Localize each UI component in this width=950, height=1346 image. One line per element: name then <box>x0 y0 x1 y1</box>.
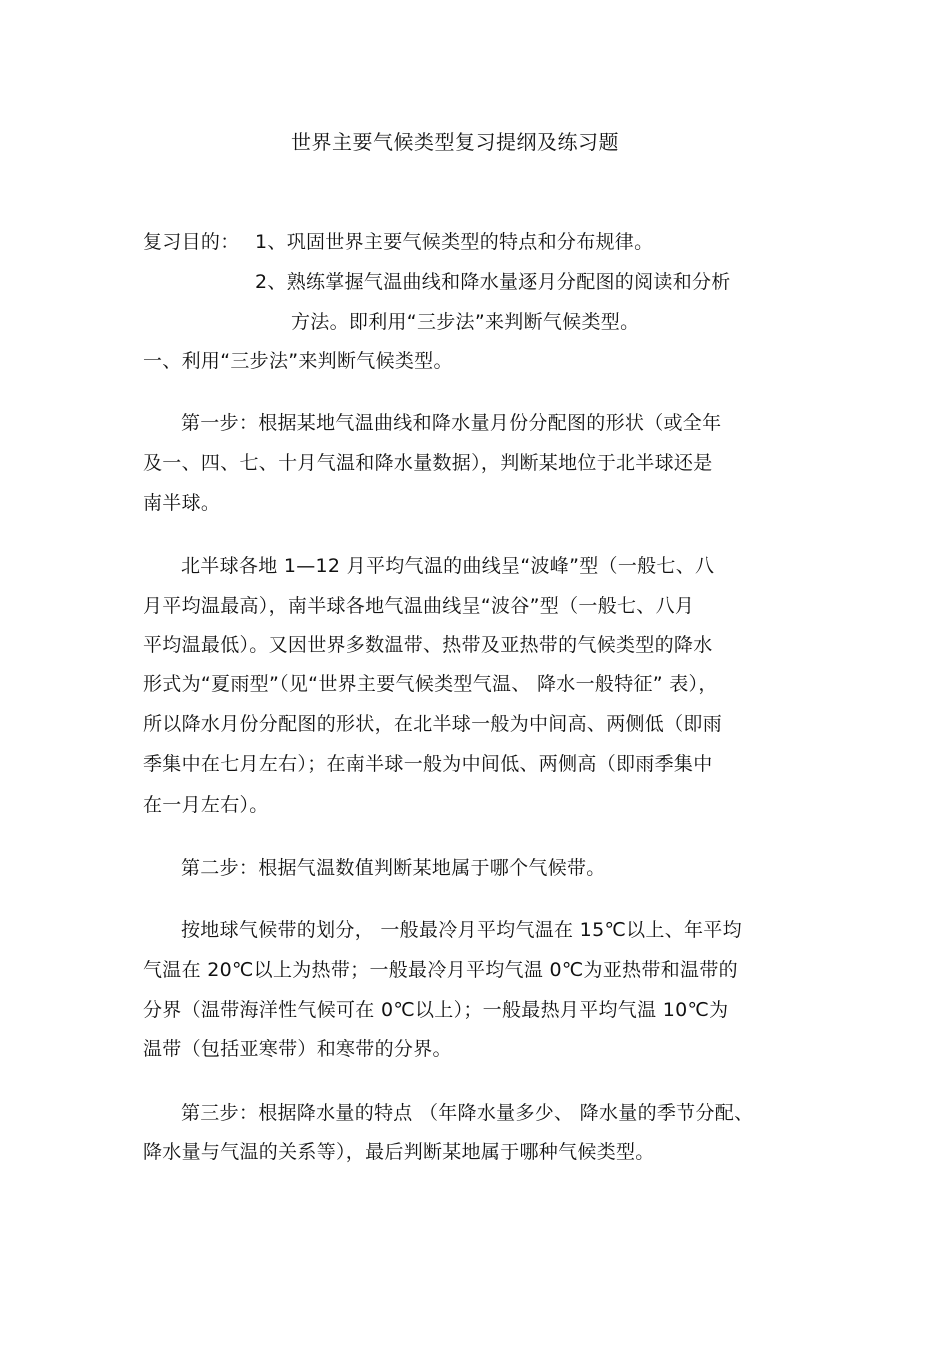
step2-explain-line: 温带（包括亚寒带）和寒带的分界。 <box>143 1038 452 1060</box>
step1-explain-line: 北半球各地 1—12 月平均气温的曲线呈“波峰”型（一般七、八 <box>181 555 715 577</box>
step3-line: 第三步：根据降水量的特点 （年降水量多少、 降水量的季节分配、 <box>181 1102 754 1124</box>
step3-line: 降水量与气温的关系等），最后判断某地属于哪种气候类型。 <box>143 1141 655 1163</box>
step1-explain-line: 月平均温最高），南半球各地气温曲线呈“波谷”型（一般七、八月 <box>143 595 695 617</box>
section-heading: 一、利用“三步法”来判断气候类型。 <box>143 350 453 372</box>
step1-line: 及一、四、七、十月气温和降水量数据），判断某地位于北半球还是 <box>143 452 713 474</box>
step2-heading: 第二步：根据气温数值判断某地属于哪个气候带。 <box>181 857 606 879</box>
step1-line: 南半球。 <box>143 492 221 514</box>
step1-explain-line: 在一月左右）。 <box>143 794 269 816</box>
objective-item-1: 1、巩固世界主要气候类型的特点和分布规律。 <box>255 231 654 253</box>
step1-explain-line: 形式为“夏雨型”（见“世界主要气候类型气温、 降水一般特征” 表）， <box>143 673 718 695</box>
step1-explain-line: 平均温最低）。又因世界多数温带、热带及亚热带的气候类型的降水 <box>143 634 713 656</box>
objective-item-2-line-2: 方法。即利用“三步法”来判断气候类型。 <box>291 311 640 333</box>
page-title: 世界主要气候类型复习提纲及练习题 <box>291 130 619 154</box>
step2-explain-line: 按地球气候带的划分， 一般最冷月平均气温在 15℃以上、年平均 <box>181 919 742 941</box>
step2-explain-line: 气温在 20℃以上为热带；一般最冷月平均气温 0℃为亚热带和温带的 <box>143 959 738 981</box>
step2-explain-line: 分界（温带海洋性气候可在 0℃以上）；一般最热月平均气温 10℃为 <box>143 999 729 1021</box>
step1-explain-line: 所以降水月份分配图的形状，在北半球一般为中间高、两侧低（即雨 <box>143 713 723 735</box>
step1-explain-line: 季集中在七月左右）；在南半球一般为中间低、两侧高（即雨季集中 <box>143 753 713 775</box>
objective-item-2-line-1: 2、熟练掌握气温曲线和降水量逐月分配图的阅读和分析 <box>255 271 731 293</box>
step1-line: 第一步：根据某地气温曲线和降水量月份分配图的形状（或全年 <box>181 412 722 434</box>
objectives-label: 复习目的： <box>143 231 240 253</box>
